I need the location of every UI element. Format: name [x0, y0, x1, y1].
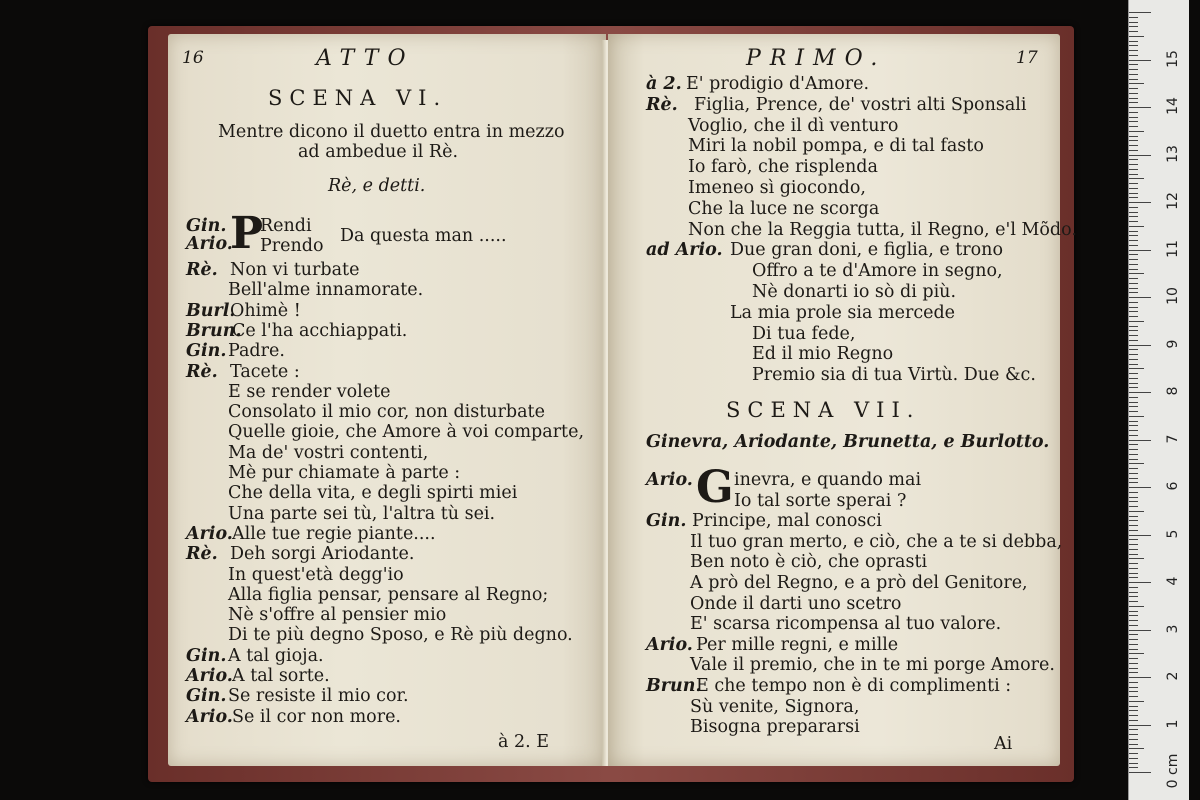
verse-line: Ce l'ha acchiappati. — [232, 320, 408, 341]
ruler-tick — [1129, 492, 1138, 493]
verse-line: Tacete : — [230, 361, 300, 382]
ruler-tick — [1129, 615, 1138, 616]
ruler-tick — [1129, 406, 1138, 407]
ruler-tick — [1129, 687, 1138, 688]
ruler-tick — [1129, 50, 1138, 51]
ruler-tick — [1129, 126, 1138, 127]
ruler-label: 5 — [1165, 529, 1181, 538]
ruler-tick — [1129, 473, 1138, 474]
ruler-tick — [1129, 772, 1151, 773]
ruler-tick — [1129, 468, 1138, 469]
ruler-tick — [1129, 758, 1138, 759]
verse-line: Offro a te d'Amore in segno, — [752, 261, 1003, 282]
ruler-tick — [1129, 682, 1138, 683]
verse-line: Alle tue regie piante.... — [232, 523, 436, 544]
ruler-tick — [1129, 364, 1138, 365]
speaker: Gin. — [646, 511, 687, 532]
ruler-tick — [1129, 64, 1138, 65]
catchword: Ai — [994, 734, 1013, 754]
ruler-tick — [1129, 701, 1144, 702]
ruler-tick — [1129, 297, 1151, 298]
ruler-label: 10 — [1165, 287, 1181, 305]
ruler-tick — [1129, 739, 1138, 740]
speaker: Gin. — [186, 216, 227, 236]
ruler-tick — [1129, 563, 1138, 564]
ruler-tick — [1129, 235, 1138, 236]
ruler-tick — [1129, 763, 1138, 764]
running-head: ATTO — [316, 46, 415, 71]
speaker: ad Ario. — [646, 240, 723, 261]
ruler-tick — [1129, 549, 1138, 550]
verse-line: Non vi turbate — [230, 260, 360, 280]
ruler-tick — [1129, 188, 1138, 189]
ruler-tick — [1129, 554, 1138, 555]
ruler-tick — [1129, 463, 1144, 464]
ruler-tick — [1129, 88, 1138, 89]
verse-line: Se il cor non more. — [232, 706, 401, 727]
ruler-label: 9 — [1165, 339, 1181, 348]
ruler-tick — [1129, 611, 1138, 612]
ruler-tick — [1129, 592, 1138, 593]
ruler-tick — [1129, 601, 1138, 602]
verse-line: Io tal sorte sperai ? — [734, 490, 907, 511]
speaker: Rè. — [646, 94, 678, 115]
ruler-tick — [1129, 644, 1138, 645]
ruler-tick — [1129, 444, 1138, 445]
ruler-tick — [1129, 539, 1138, 540]
ruler-tick — [1129, 677, 1151, 678]
ruler-tick — [1129, 753, 1138, 754]
speaker: Brun. — [186, 320, 242, 341]
speaker: Ario. — [646, 634, 693, 655]
ruler-tick — [1129, 117, 1138, 118]
ruler-tick — [1129, 454, 1138, 455]
ruler-tick — [1129, 525, 1138, 526]
ruler-tick — [1129, 259, 1138, 260]
ruler-tick — [1129, 169, 1138, 170]
ruler-tick — [1129, 136, 1138, 137]
ruler-tick — [1129, 335, 1138, 336]
verse-line: E' prodigio d'Amore. — [686, 74, 870, 94]
verse-line: Onde il darti uno scetro — [690, 593, 902, 614]
ruler-tick — [1129, 729, 1138, 730]
ruler-tick — [1129, 60, 1151, 61]
drop-cap: P — [230, 208, 264, 259]
ruler-tick — [1129, 501, 1138, 502]
verse-line: Ed il mio Regno — [752, 344, 894, 365]
ruler-tick — [1129, 202, 1151, 203]
ruler-tick — [1129, 231, 1138, 232]
ruler-tick — [1129, 112, 1138, 113]
ruler-label: 7 — [1165, 434, 1181, 443]
verse-line: Di te più degno Sposo, e Rè più degno. — [228, 625, 573, 646]
ruler-tick — [1129, 767, 1138, 768]
ruler-tick — [1129, 506, 1138, 507]
ruler-tick — [1129, 240, 1138, 241]
ruler-tick — [1129, 207, 1138, 208]
verse-line: Ma de' vostri contenti, — [228, 442, 429, 463]
ruler-tick — [1129, 649, 1138, 650]
ruler-tick — [1129, 497, 1138, 498]
ruler-tick — [1129, 373, 1138, 374]
page-number: 17 — [1016, 48, 1038, 68]
ruler-tick — [1129, 83, 1144, 84]
verse-line: Una parte sei tù, l'altra tù sei. — [228, 503, 496, 524]
ruler-tick — [1129, 691, 1138, 692]
verse-line: Per mille regni, e mille — [696, 634, 899, 655]
ruler-tick — [1129, 706, 1138, 707]
verse-line: E se render volete — [228, 381, 391, 402]
speaker: Ario. — [186, 706, 233, 727]
ruler-tick — [1129, 311, 1138, 312]
ruler-tick — [1129, 658, 1138, 659]
verse-line: Principe, mal conosci — [692, 511, 882, 532]
ruler-tick — [1129, 55, 1138, 56]
speaker: Ario. — [186, 666, 233, 686]
verse-line: Ohimè ! — [230, 300, 301, 321]
ruler-tick — [1129, 359, 1138, 360]
speaker: Ario. — [186, 234, 233, 254]
verse-line: Vale il premio, che in te mi porge Amore. — [690, 655, 1055, 676]
measurement-ruler — [1128, 0, 1189, 800]
ruler-tick — [1129, 587, 1138, 588]
speaker: Ario. — [646, 470, 693, 490]
ruler-label: 4 — [1165, 576, 1181, 586]
verse-line: Nè donarti io sò di più. — [752, 282, 957, 302]
ruler-tick — [1129, 326, 1138, 327]
ruler-tick — [1129, 535, 1151, 536]
verse-line: Ben noto è ciò, che oprasti — [690, 552, 928, 573]
ruler-tick — [1129, 582, 1151, 583]
page-number: 16 — [182, 48, 204, 68]
ruler-tick — [1129, 387, 1138, 388]
ruler-tick — [1129, 150, 1138, 151]
ruler-tick — [1129, 41, 1138, 42]
duet-line: Prendo — [260, 236, 324, 256]
ruler-tick — [1129, 378, 1138, 379]
speaker: Rè. — [186, 544, 218, 565]
ruler-tick — [1129, 131, 1144, 132]
ruler-tick — [1129, 383, 1138, 384]
ruler-tick — [1129, 307, 1138, 308]
ruler-tick — [1129, 558, 1144, 559]
ruler-label: 2 — [1165, 671, 1181, 681]
ruler-tick — [1129, 216, 1138, 217]
ruler-tick — [1129, 630, 1151, 631]
verse-line: Imeneo sì giocondo, — [688, 178, 866, 198]
ruler-tick — [1129, 140, 1138, 141]
verse-line: Bisogna prepararsi — [690, 717, 860, 738]
ruler-tick — [1129, 321, 1144, 322]
speaker: Brun. — [646, 676, 702, 696]
ruler-label: 12 — [1165, 192, 1181, 210]
ruler-tick — [1129, 411, 1138, 412]
ruler-tick — [1129, 634, 1138, 635]
ruler-tick — [1129, 440, 1151, 441]
ruler-tick — [1129, 121, 1138, 122]
speaker: Gin. — [186, 686, 227, 707]
speaker: à 2. — [646, 74, 682, 94]
running-head: PRIMO. — [746, 46, 887, 71]
ruler-tick — [1129, 710, 1138, 711]
ruler-tick — [1129, 696, 1138, 697]
ruler-tick — [1129, 748, 1144, 749]
catchword: à 2. E — [498, 732, 550, 752]
ruler-tick — [1129, 715, 1138, 716]
ruler-tick — [1129, 459, 1138, 460]
ruler-tick — [1129, 17, 1138, 18]
ruler-tick — [1129, 577, 1138, 578]
ruler-tick — [1129, 31, 1138, 32]
verse-line: Consolato il mio cor, non disturbate — [228, 402, 545, 423]
ruler-tick — [1129, 193, 1138, 194]
verse-line: E' scarsa ricompensa al tuo valore. — [690, 614, 1002, 635]
scene-title: SCENA VII. — [726, 398, 921, 422]
ruler-tick — [1129, 744, 1138, 745]
ruler-tick — [1129, 74, 1138, 75]
verse-line: A prò del Regno, e a prò del Genitore, — [690, 573, 1028, 593]
speaker: Gin. — [186, 645, 227, 666]
ruler-tick — [1129, 449, 1138, 450]
ruler-tick — [1129, 93, 1138, 94]
speaker: Gin. — [186, 341, 227, 362]
ruler-tick — [1129, 250, 1151, 251]
verse-line: A tal sorte. — [232, 666, 330, 686]
ruler-tick — [1129, 245, 1138, 246]
ruler-tick — [1129, 221, 1138, 222]
stage-direction-line: ad ambedue il Rè. — [298, 142, 459, 162]
verse-line: Quelle gioie, che Amore à voi comparte, — [228, 422, 585, 443]
ruler-tick — [1129, 354, 1138, 355]
ruler-tick — [1129, 421, 1138, 422]
ruler-label: 1 — [1165, 719, 1181, 728]
ruler-tick — [1129, 12, 1151, 13]
cast-list: Ginevra, Ariodante, Brunetta, e Burlotto. — [646, 432, 1050, 452]
ruler-label: 0 cm — [1165, 753, 1181, 789]
ruler-tick — [1129, 734, 1138, 735]
ruler-tick — [1129, 606, 1144, 607]
speaker: Burl. — [186, 300, 236, 321]
ruler-tick — [1129, 226, 1144, 227]
ruler-tick — [1129, 349, 1138, 350]
ruler-tick — [1129, 79, 1138, 80]
ruler-tick — [1129, 416, 1144, 417]
verse-line: Mè pur chiamate à parte : — [228, 463, 461, 483]
verse-line: La mia prole sia mercede — [730, 302, 956, 323]
verse-line: Figlia, Prence, de' vostri alti Sponsali — [694, 94, 1027, 115]
verse-line: Deh sorgi Ariodante. — [230, 544, 415, 565]
ruler-tick — [1129, 330, 1138, 331]
scene-title: SCENA VI. — [268, 86, 448, 110]
ruler-tick — [1129, 107, 1151, 108]
ruler-tick — [1129, 98, 1138, 99]
ruler-tick — [1129, 397, 1138, 398]
ruler-tick — [1129, 520, 1138, 521]
ruler-tick — [1129, 302, 1138, 303]
ruler-label: 15 — [1165, 49, 1181, 68]
right-page — [608, 34, 1077, 766]
ruler-label: 13 — [1165, 144, 1181, 163]
ruler-tick — [1129, 159, 1138, 160]
ruler-tick — [1129, 45, 1138, 46]
ruler-tick — [1129, 264, 1138, 265]
ruler-tick — [1129, 430, 1138, 431]
verse-line: Miri la nobil pompa, e di tal fasto — [688, 136, 984, 157]
ruler-tick — [1129, 530, 1138, 531]
ruler-tick — [1129, 620, 1138, 621]
ruler-tick — [1129, 435, 1138, 436]
verse-line: Padre. — [228, 341, 285, 362]
verse-line: Il tuo gran merto, e ciò, che a te si debba, — [690, 531, 1063, 552]
ruler-tick — [1129, 511, 1144, 512]
ruler-tick — [1129, 283, 1138, 284]
ruler-tick — [1129, 254, 1138, 255]
ruler-tick — [1129, 178, 1144, 179]
ruler-tick — [1129, 145, 1138, 146]
ruler-tick — [1129, 668, 1138, 669]
verse-line: Io farò, che risplenda — [688, 157, 878, 178]
verse-line: Bell'alme innamorate. — [228, 280, 424, 301]
ruler-tick — [1129, 402, 1138, 403]
drop-cap: G — [696, 462, 734, 513]
ruler-label: 6 — [1165, 481, 1181, 491]
ruler-tick — [1129, 482, 1138, 483]
ruler-tick — [1129, 487, 1151, 488]
verse-line: Non che la Reggia tutta, il Regno, e'l Mõdo. — [688, 219, 1077, 240]
ruler-label: 14 — [1165, 97, 1181, 115]
verse-line: In quest'età degg'io — [228, 564, 404, 585]
ruler-tick — [1129, 568, 1138, 569]
verse-line: Premio sia di tua Virtù. Due &c. — [752, 365, 1036, 386]
ruler-tick — [1129, 288, 1138, 289]
ruler-tick — [1129, 725, 1151, 726]
ruler-tick — [1129, 345, 1151, 346]
verse-line: Alla figlia pensar, pensare al Regno; — [228, 584, 549, 605]
verse-line: Nè s'offre al pensier mio — [228, 605, 447, 626]
ruler-label: 8 — [1165, 386, 1181, 396]
cast-list: Rè, e detti. — [328, 176, 426, 196]
ruler-tick — [1129, 478, 1138, 479]
ruler-tick — [1129, 544, 1138, 545]
ruler-tick — [1129, 36, 1144, 37]
ruler-tick — [1129, 22, 1138, 23]
ruler-tick — [1129, 392, 1151, 393]
ruler-tick — [1129, 269, 1138, 270]
ruler-label: 11 — [1165, 239, 1181, 258]
speaker: Rè. — [186, 260, 218, 280]
ruler-tick — [1129, 653, 1144, 654]
ruler-tick — [1129, 273, 1144, 274]
speaker: Rè. — [186, 361, 218, 382]
ruler-tick — [1129, 278, 1138, 279]
ruler-tick — [1129, 573, 1138, 574]
ruler-tick — [1129, 155, 1151, 156]
verse-line: Voglio, che il dì venturo — [688, 115, 899, 136]
duet-shared-line: Da questa man ..... — [340, 226, 507, 246]
ruler-tick — [1129, 516, 1138, 517]
speaker: Ario. — [186, 523, 233, 544]
ruler-tick — [1129, 340, 1138, 341]
verse-line: Che la luce ne scorga — [688, 198, 880, 219]
ruler-tick — [1129, 316, 1138, 317]
verse-line: inevra, e quando mai — [734, 470, 922, 490]
ruler-tick — [1129, 720, 1138, 721]
verse-line: Sù venite, Signora, — [690, 696, 860, 717]
ruler-tick — [1129, 672, 1138, 673]
ruler-tick — [1129, 212, 1138, 213]
ruler-tick — [1129, 26, 1138, 27]
verse-line: E che tempo non è di complimenti : — [696, 676, 1012, 696]
left-page — [168, 34, 606, 766]
ruler-tick — [1129, 174, 1138, 175]
verse-line: Se resiste il mio cor. — [228, 686, 409, 707]
ruler-tick — [1129, 164, 1138, 165]
ruler-tick — [1129, 292, 1138, 293]
ruler-tick — [1129, 639, 1138, 640]
verse-line: Di tua fede, — [752, 323, 856, 344]
verse-line: A tal gioja. — [228, 645, 324, 666]
ruler-tick — [1129, 625, 1138, 626]
ruler-tick — [1129, 596, 1138, 597]
ruler-tick — [1129, 197, 1138, 198]
verse-line: Due gran doni, e figlia, e trono — [730, 240, 1003, 261]
ruler-tick — [1129, 102, 1138, 103]
ruler-tick — [1129, 663, 1138, 664]
verse-line: Che della vita, e degli spirti miei — [228, 483, 518, 504]
ruler-tick — [1129, 368, 1144, 369]
stage-direction-line: Mentre dicono il duetto entra in mezzo — [218, 122, 565, 142]
ruler-tick — [1129, 183, 1138, 184]
duet-line: Rendi — [260, 216, 312, 236]
ruler-label: 3 — [1165, 624, 1181, 633]
ruler-tick — [1129, 425, 1138, 426]
ruler-tick — [1129, 69, 1138, 70]
